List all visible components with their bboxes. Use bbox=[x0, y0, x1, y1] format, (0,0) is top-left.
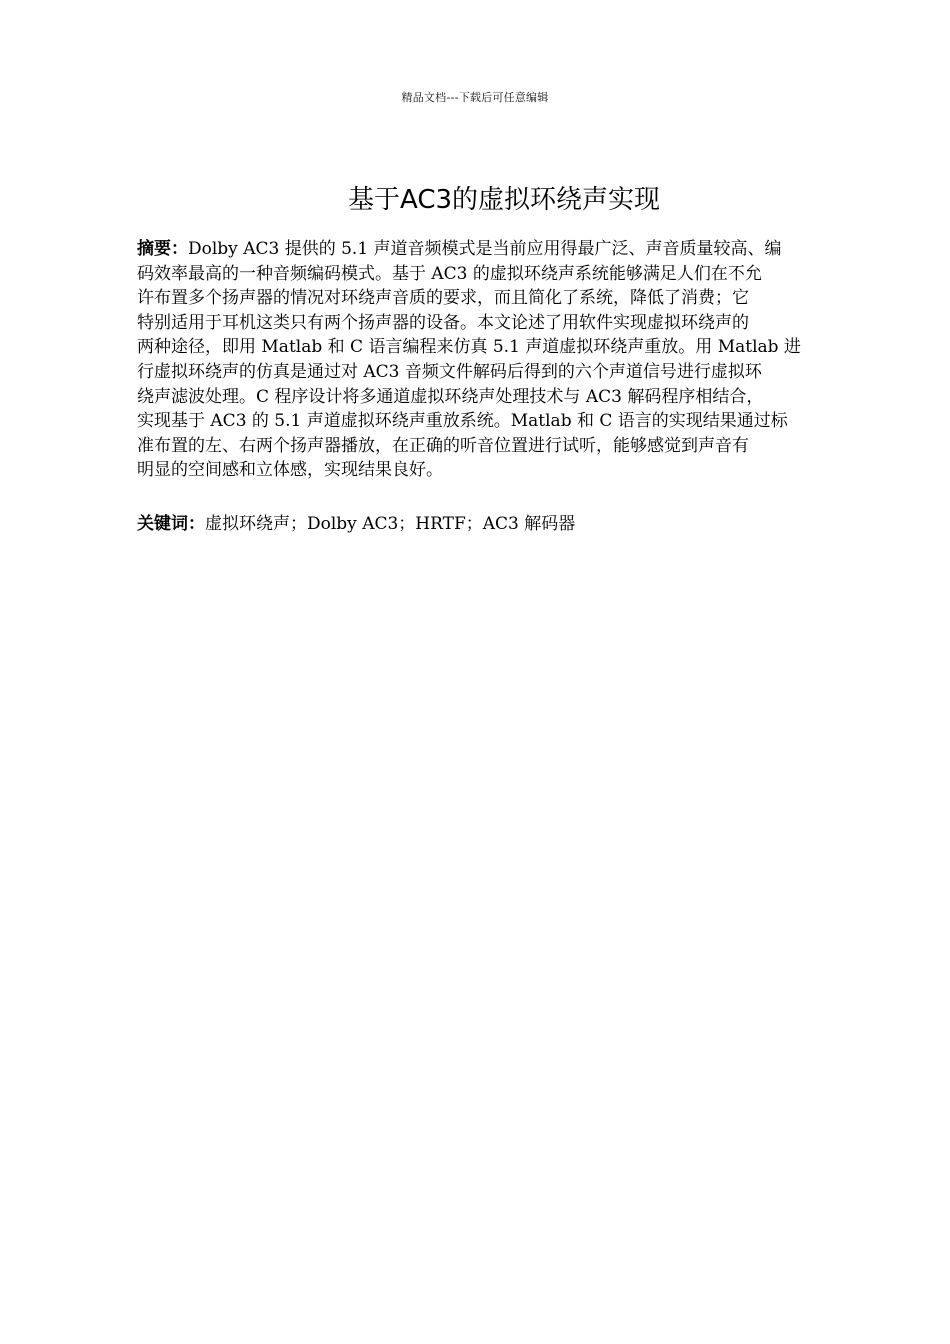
abstract-line-1 bbox=[137, 237, 837, 262]
abstract-line-9: 准布置的左、右两个扬声器播放，在正确的听音位置进行试听，能够感觉到声音有 bbox=[137, 435, 749, 456]
keywords-section bbox=[137, 512, 837, 536]
abstract-line-2: 码效率最高的一种音频编码模式。基于 AC3 的虚拟环绕声系统能够满足人们在不允 bbox=[137, 263, 762, 284]
abstract-line-7: 绕声滤波处理。C 程序设计将多通道虚拟环绕声处理技术与 AC3 解码程序相结合， bbox=[137, 386, 764, 407]
abstract-line-10: 明显的空间感和立体感，实现结果良好。 bbox=[137, 460, 443, 481]
document-title: 基于AC3的虚拟环绕声实现 bbox=[347, 185, 661, 215]
abstract-line-6: 行虚拟环绕声的仿真是通过对 AC3 音频文件解码后得到的六个声道信号进行虚拟环 bbox=[137, 361, 762, 382]
keywords-label: 关键词： bbox=[137, 514, 205, 534]
abstract-label: 摘要： bbox=[137, 239, 188, 259]
abstract-line-4: 特别适用于耳机这类只有两个扬声器的设备。本文论述了用软件实现虚拟环绕声的 bbox=[137, 312, 749, 333]
abstract-line-5: 两种途径，即用 Matlab 和 C 语言编程来仿真 5.1 声道虚拟环绕声重放。用 Matlab 进 bbox=[137, 337, 801, 358]
abstract-text: Dolby AC3 提供的 5.1 声道音频模式是当前应用得最广泛、声音质量较高、编 bbox=[188, 239, 782, 259]
running-header: 精品文档---下载后可任意编辑 bbox=[401, 91, 549, 104]
abstract-section bbox=[137, 237, 837, 483]
abstract-line-8: 实现基于 AC3 的 5.1 声道虚拟环绕声重放系统。Matlab 和 C 语言的实现结果通过标 bbox=[137, 411, 788, 432]
keywords-text: 虚拟环绕声；Dolby AC3；HRTF；AC3 解码器 bbox=[205, 514, 576, 534]
abstract-line-3: 许布置多个扬声器的情况对环绕声音质的要求，而且简化了系统，降低了消费；它 bbox=[137, 288, 749, 309]
